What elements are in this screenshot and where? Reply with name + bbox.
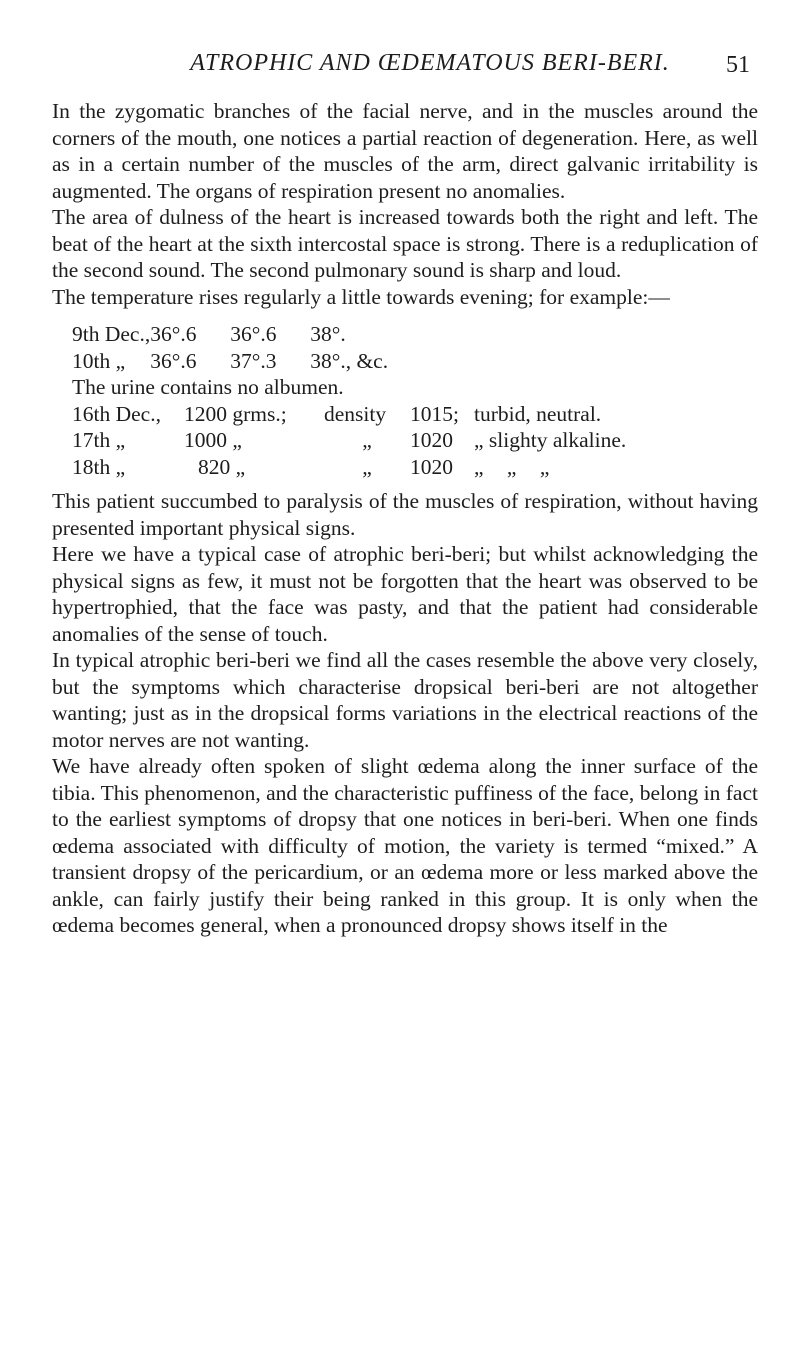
temperature-morning: 36°.6	[150, 322, 197, 346]
urine-intro: The urine contains no albumen.	[72, 375, 344, 399]
paragraph-succumbed: This patient succumbed to paralysis of the muscles of respiration, without having presented important physical signs.	[52, 489, 758, 540]
urine-density-label: „	[362, 454, 372, 479]
running-title: ATROPHIC AND ŒDEMATOUS BERI-BERI.	[190, 50, 670, 76]
temperature-evening: 38°.	[310, 322, 346, 346]
page-number: 51	[726, 52, 750, 78]
urine-date: 18th „	[72, 454, 126, 479]
table-row	[72, 401, 758, 428]
urine-date: 16th Dec.,	[72, 401, 161, 426]
spacer	[52, 480, 758, 488]
temperature-date: 9th Dec.,	[72, 322, 151, 346]
paragraph-typical-atrophic: In typical atrophic beri-beri we find all the cases resemble the above very closely, but the symptoms which characterise dropsical beri-beri are not altogether wanting; just as in the dropsical forms variations in the electrical reactions of the motor nerves are not wanting.	[52, 648, 758, 752]
table-row	[72, 348, 388, 375]
body-text	[52, 98, 758, 939]
urine-density: 1020	[410, 428, 453, 452]
urine-quantity: 1000 „	[184, 428, 242, 452]
spacer	[52, 310, 758, 321]
table-row	[72, 427, 758, 454]
urine-density-label: „	[362, 428, 372, 452]
urine-density: 1020	[410, 454, 453, 479]
temperature-morning: 36°.6	[150, 348, 197, 373]
urine-quantity: 1200 grms.;	[184, 401, 287, 426]
table-row	[72, 321, 388, 348]
temperature-noon: 36°.6	[230, 322, 277, 346]
paragraph-heart: The area of dulness of the heart is increased towards both the right and left. The beat of the heart at the sixth intercostal space is strong. There is a reduplication of the second sound. The second pulmonary sound is sharp and loud.	[52, 205, 758, 282]
urine-description: turbid, neutral.	[474, 401, 602, 426]
page-header	[110, 50, 750, 86]
urine-description: „ „ „	[474, 454, 550, 479]
temperature-noon: 37°.3	[230, 348, 277, 373]
urine-density-label: density	[324, 401, 387, 426]
urine-quantity: 820 „	[198, 454, 246, 479]
paragraph-temperature: The temperature rises regularly a little towards evening; for example:—	[52, 284, 670, 309]
temperature-date: 10th „	[72, 348, 126, 373]
temperature-table	[72, 321, 388, 374]
urine-date: 17th „	[72, 428, 126, 452]
urine-description: „ slighty alkaline.	[474, 428, 627, 452]
temperature-evening: 38°., &c.	[310, 348, 389, 373]
paragraph-facial-nerve: In the zygomatic branches of the facial nerve, and in the muscles around the corners of the mouth, one notices a partial reaction of degeneration. Here, as well as in a certain number of the muscles of the arm, direct galvanic irritability is augmented. The organs of respiration present no anomalies.	[52, 99, 758, 203]
paragraph-oedema: We have already often spoken of slight œdema along the inner surface of the tibia. This phenomenon, and the characteristic puffiness of the face, belong in fact to the earliest symptoms of dropsy that one notices in beri-beri. When one finds œdema associated with difficulty of motion, the variety is termed “mixed.” A transient dropsy of the pericardium, or an œdema more or less marked above the ankle, can fairly justify their being ranked in this group. It is only when the œdema becomes general, when a pronounced dropsy shows itself in the	[52, 754, 758, 937]
paragraph-typical-case: Here we have a typical case of atrophic beri-beri; but whilst acknowledging the physical signs as few, it must not be forgotten that the heart was observed to be hypertrophied, that the face was pasty, and that the patient had considerable anomalies of the sense of touch.	[52, 542, 758, 646]
table-row	[72, 454, 758, 481]
urine-density: 1015;	[410, 401, 459, 426]
urine-table	[72, 401, 758, 481]
